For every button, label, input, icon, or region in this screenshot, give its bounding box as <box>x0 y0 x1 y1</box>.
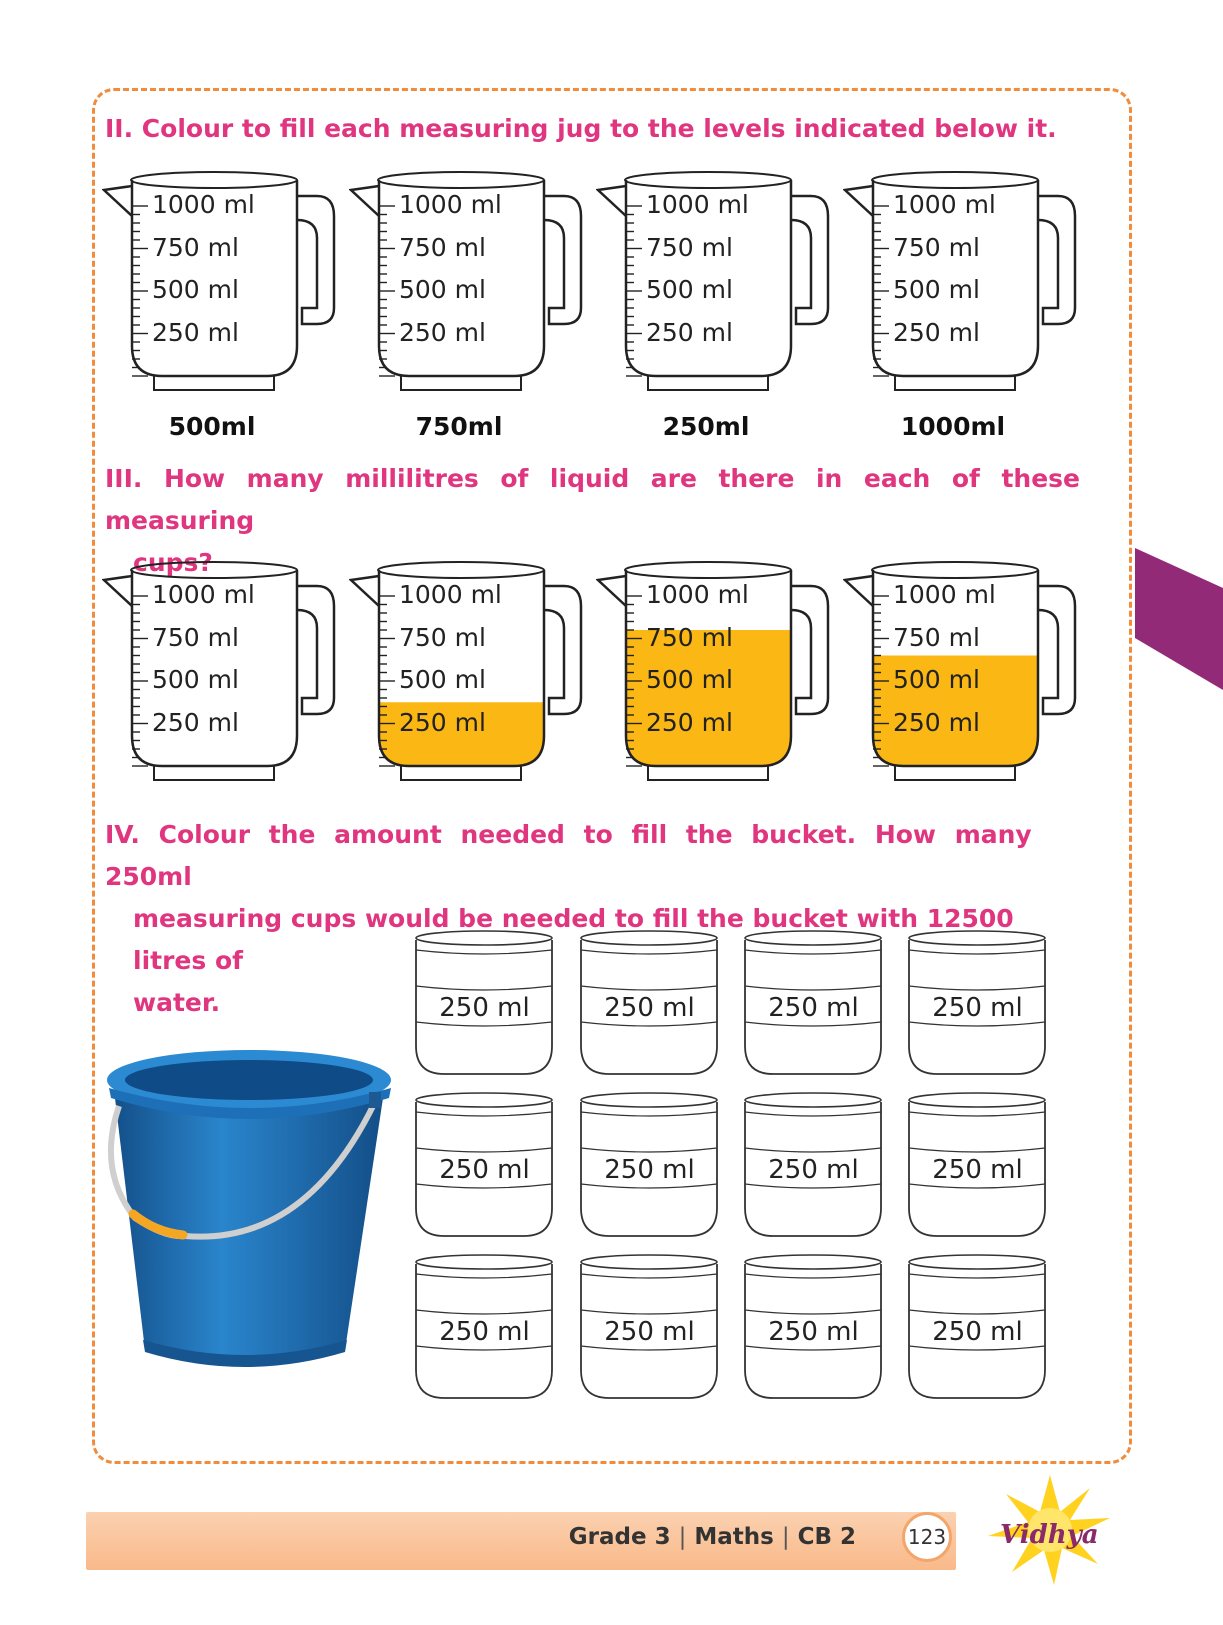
cup-label: 250 ml <box>768 1317 859 1347</box>
jug-mark-label: 1000 ml <box>893 580 996 609</box>
jug-mark-label: 250 ml <box>399 707 486 737</box>
question-4-line-2: measuring cups would be needed to fill the bucket with 12500 litres of <box>133 904 1014 975</box>
measuring-jug[interactable] <box>102 168 352 408</box>
measuring-jug[interactable] <box>102 558 352 798</box>
jug-mark-label: 1000 ml <box>399 580 502 609</box>
jug-mark-label: 1000 ml <box>399 190 502 219</box>
question-3-line-2: cups? <box>133 548 213 577</box>
cup-label: 250 ml <box>768 993 859 1023</box>
accent-tab <box>1135 548 1223 690</box>
question-2: II. Colour to fill each measuring jug to the levels indicated below it. <box>105 114 1057 143</box>
measuring-cup[interactable] <box>577 1090 722 1245</box>
jug-mark-label: 750 ml <box>152 622 239 652</box>
jug-mark-label: 250 ml <box>399 317 486 347</box>
jug-mark-label: 250 ml <box>893 707 980 737</box>
jug-mark-label: 500 ml <box>646 275 733 304</box>
question-4-line-1: IV. Colour the amount needed to fill the bucket. How many 250ml <box>105 820 1032 891</box>
jug-mark-label: 500 ml <box>646 665 733 694</box>
jug-mark-label: 500 ml <box>399 275 486 304</box>
jug-caption: 500ml <box>168 412 256 441</box>
measuring-cup[interactable] <box>577 928 722 1083</box>
page-number: 123 <box>902 1512 952 1562</box>
jug-mark-label: 1000 ml <box>152 190 255 219</box>
jug-mark-label: 500 ml <box>893 275 980 304</box>
jug-caption: 750ml <box>415 412 503 441</box>
jug-mark-label: 250 ml <box>152 317 239 347</box>
cup-label: 250 ml <box>439 1317 530 1347</box>
measuring-cup[interactable] <box>577 1252 722 1407</box>
jug-mark-label: 250 ml <box>152 707 239 737</box>
measuring-cup[interactable] <box>412 1090 557 1245</box>
cup-label: 250 ml <box>768 1155 859 1185</box>
measuring-cup[interactable] <box>905 1252 1050 1407</box>
measuring-cup[interactable] <box>741 928 886 1083</box>
measuring-jug[interactable] <box>349 168 599 408</box>
jug-mark-label: 750 ml <box>152 232 239 262</box>
logo-text: Vidhya <box>1000 1520 1099 1550</box>
jug-mark-label: 1000 ml <box>893 190 996 219</box>
jug-mark-label: 750 ml <box>893 622 980 652</box>
jug-caption: 1000ml <box>900 412 1006 441</box>
jug-mark-label: 250 ml <box>646 707 733 737</box>
measuring-cup[interactable] <box>905 928 1050 1083</box>
measuring-cup[interactable] <box>905 1090 1050 1245</box>
measuring-jug[interactable] <box>596 168 846 408</box>
footer-text: Grade 3 | Maths | CB 2 <box>568 1524 856 1550</box>
measuring-jug[interactable] <box>843 558 1093 798</box>
measuring-cup[interactable] <box>741 1090 886 1245</box>
measuring-jug[interactable] <box>596 558 846 798</box>
jug-mark-label: 500 ml <box>152 275 239 304</box>
jug-caption: 250ml <box>662 412 750 441</box>
jug-mark-label: 750 ml <box>399 622 486 652</box>
jug-mark-label: 1000 ml <box>646 580 749 609</box>
cup-label: 250 ml <box>932 993 1023 1023</box>
jug-mark-label: 750 ml <box>646 232 733 262</box>
measuring-cup[interactable] <box>412 928 557 1083</box>
jug-mark-label: 500 ml <box>152 665 239 694</box>
jug-mark-label: 750 ml <box>646 622 733 652</box>
cup-label: 250 ml <box>604 1317 695 1347</box>
jug-mark-label: 750 ml <box>399 232 486 262</box>
cup-label: 250 ml <box>439 993 530 1023</box>
jug-mark-label: 250 ml <box>646 317 733 347</box>
jug-mark-label: 1000 ml <box>646 190 749 219</box>
jug-mark-label: 500 ml <box>893 665 980 694</box>
jug-mark-label: 500 ml <box>399 665 486 694</box>
cup-label: 250 ml <box>604 1155 695 1185</box>
cup-label: 250 ml <box>932 1317 1023 1347</box>
measuring-cup[interactable] <box>412 1252 557 1407</box>
jug-mark-label: 250 ml <box>893 317 980 347</box>
measuring-jug[interactable] <box>349 558 599 798</box>
cup-label: 250 ml <box>932 1155 1023 1185</box>
footer-book: CB 2 <box>797 1524 856 1550</box>
cup-label: 250 ml <box>439 1155 530 1185</box>
bucket-icon[interactable] <box>105 1050 400 1390</box>
footer-bar <box>86 1512 956 1570</box>
cup-label: 250 ml <box>604 993 695 1023</box>
jug-mark-label: 750 ml <box>893 232 980 262</box>
measuring-jug[interactable] <box>843 168 1093 408</box>
footer-subject: Maths <box>694 1524 774 1550</box>
footer-grade: Grade 3 <box>568 1524 671 1550</box>
jug-mark-label: 1000 ml <box>152 580 255 609</box>
question-3-line-1: III. How many millilitres of liquid are there in each of these measuring <box>105 464 1080 535</box>
measuring-cup[interactable] <box>741 1252 886 1407</box>
question-4-line-3: water. <box>133 988 221 1017</box>
